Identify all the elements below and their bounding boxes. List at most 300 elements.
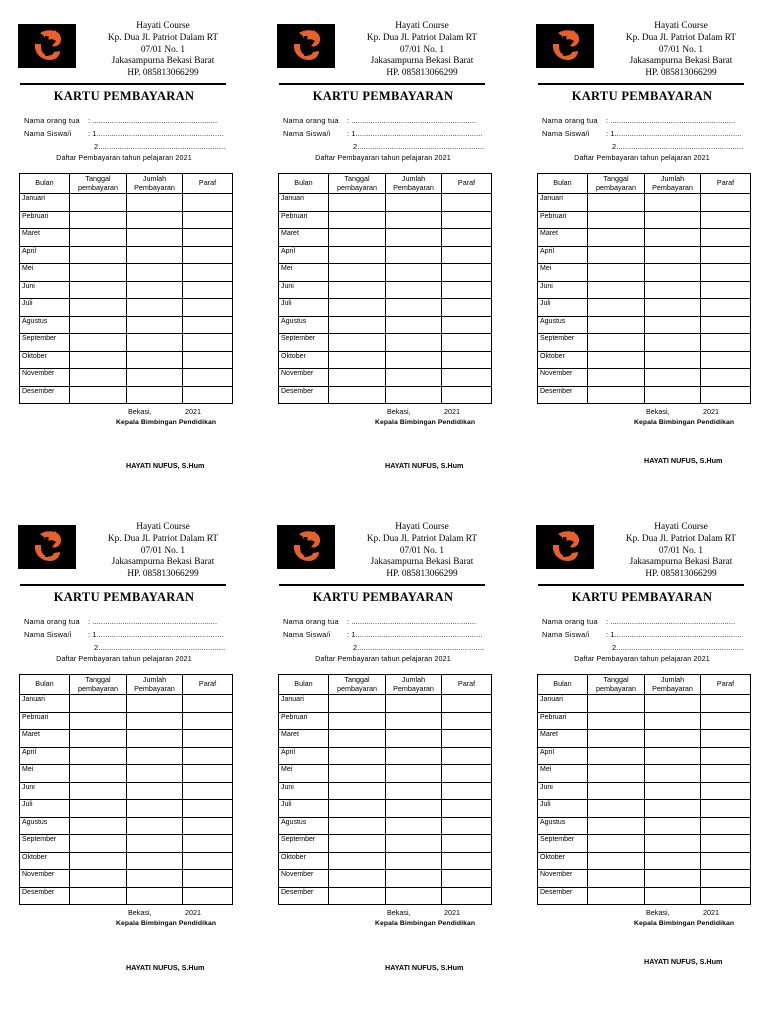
table-row <box>279 835 492 853</box>
payment-amount-cell <box>386 782 442 800</box>
parent-name-field: : .......................................................... <box>606 116 736 125</box>
signature-cell <box>442 334 492 352</box>
institution-name: Hayati Course <box>395 522 449 532</box>
signature-cell <box>701 351 751 369</box>
month-cell: Mei <box>20 264 70 282</box>
student-name-field-1: : 1........................................................... <box>88 129 224 138</box>
student-name-field-2: 2........................................................... <box>94 643 226 652</box>
student-name-field-2: 2........................................................... <box>612 643 744 652</box>
parent-name-label: Nama orang tua <box>542 617 598 626</box>
hayati-course-logo-icon <box>536 525 594 569</box>
month-cell: Pebruari <box>538 211 588 229</box>
institution-phone: HP. 085813066299 <box>386 569 458 580</box>
table-row <box>538 229 751 247</box>
payment-amount-cell <box>645 870 701 888</box>
parent-name-field: : .......................................................... <box>347 617 477 626</box>
column-header-jumlah: Jumlah Pembayaran <box>645 675 701 695</box>
payment-date-cell <box>588 246 645 264</box>
institution-address-line-3: Jakasampurna Bekasi Barat <box>629 557 733 568</box>
parent-name-field: : .......................................................... <box>88 116 218 125</box>
month-cell: Agustus <box>20 817 70 835</box>
hayati-course-logo-icon <box>536 24 594 68</box>
payment-date-cell <box>329 386 386 404</box>
signature-name: HAYATI NUFUS, S.Hum <box>385 963 464 972</box>
payment-date-cell <box>329 334 386 352</box>
table-row <box>538 369 751 387</box>
signature-cell <box>183 264 233 282</box>
signature-cell <box>183 730 233 748</box>
signature-cell <box>183 712 233 730</box>
table-row <box>20 782 233 800</box>
payment-date-cell <box>588 194 645 212</box>
month-cell: November <box>538 369 588 387</box>
institution-name: Hayati Course <box>654 21 708 31</box>
payment-table <box>19 674 233 905</box>
column-header-paraf: Paraf <box>701 174 751 194</box>
month-cell: Agustus <box>538 817 588 835</box>
signature-city: Bekasi, <box>646 908 670 917</box>
month-cell: Maret <box>20 229 70 247</box>
month-cell: Desember <box>538 887 588 905</box>
payment-date-cell <box>329 316 386 334</box>
table-row <box>20 747 233 765</box>
payment-date-cell <box>588 817 645 835</box>
table-row <box>20 887 233 905</box>
payment-table <box>278 173 492 404</box>
signature-cell <box>442 229 492 247</box>
table-row <box>279 264 492 282</box>
payment-amount-cell <box>127 765 183 783</box>
institution-phone: HP. 085813066299 <box>127 569 199 580</box>
payment-date-cell <box>588 870 645 888</box>
payment-amount-cell <box>127 281 183 299</box>
month-cell: April <box>20 747 70 765</box>
payment-amount-cell <box>386 229 442 247</box>
payment-date-cell <box>70 316 127 334</box>
payment-amount-cell <box>386 299 442 317</box>
payment-date-cell <box>70 817 127 835</box>
signature-cell <box>701 246 751 264</box>
payment-amount-cell <box>645 800 701 818</box>
column-header-paraf: Paraf <box>442 174 492 194</box>
header-divider <box>20 584 226 586</box>
payment-date-cell <box>588 369 645 387</box>
table-row <box>20 351 233 369</box>
table-row <box>538 887 751 905</box>
institution-address-line-3: Jakasampurna Bekasi Barat <box>629 56 733 67</box>
signature-cell <box>183 334 233 352</box>
identity-fields <box>24 114 244 153</box>
parent-name-label: Nama orang tua <box>542 116 598 125</box>
signature-year: 2021 <box>185 407 201 416</box>
table-row <box>279 852 492 870</box>
month-cell: Maret <box>538 229 588 247</box>
month-cell: Januari <box>538 695 588 713</box>
column-header-tanggal: Tanggal pembayaran <box>70 174 127 194</box>
payment-amount-cell <box>127 782 183 800</box>
signature-cell <box>701 281 751 299</box>
signature-city: Bekasi, <box>128 407 152 416</box>
month-cell: Januari <box>20 695 70 713</box>
payment-date-cell <box>329 246 386 264</box>
table-row <box>538 211 751 229</box>
signature-cell <box>701 782 751 800</box>
table-row <box>20 246 233 264</box>
institution-address-line-3: Jakasampurna Bekasi Barat <box>111 56 215 67</box>
payment-amount-cell <box>386 351 442 369</box>
payment-date-cell <box>588 835 645 853</box>
signature-cell <box>701 765 751 783</box>
table-row <box>20 264 233 282</box>
payment-card-2 <box>277 18 511 498</box>
column-header-bulan: Bulan <box>279 174 329 194</box>
table-row <box>538 817 751 835</box>
signature-cell <box>442 316 492 334</box>
signature-cell <box>701 194 751 212</box>
column-header-jumlah: Jumlah Pembayaran <box>386 675 442 695</box>
table-row <box>538 351 751 369</box>
payment-amount-cell <box>386 246 442 264</box>
card-title: KARTU PEMBAYARAN <box>53 89 195 103</box>
column-header-jumlah: Jumlah Pembayaran <box>386 174 442 194</box>
payment-amount-cell <box>127 887 183 905</box>
payment-date-cell <box>588 316 645 334</box>
institution-header <box>602 522 760 581</box>
payment-amount-cell <box>645 765 701 783</box>
month-cell: April <box>20 246 70 264</box>
signature-cell <box>183 695 233 713</box>
payment-date-cell <box>588 229 645 247</box>
payment-list-title: Daftar Pembayaran tahun pelajaran 2021 <box>56 153 192 162</box>
payment-date-cell <box>329 712 386 730</box>
student-name-field-1: : 1........................................................... <box>606 630 742 639</box>
payment-date-cell <box>588 852 645 870</box>
signature-role: Kepala Bimbingan Pendidikan <box>634 419 735 426</box>
payment-date-cell <box>588 747 645 765</box>
student-name-label: Nama Siswa/i <box>24 129 72 138</box>
payment-amount-cell <box>645 817 701 835</box>
table-row <box>279 782 492 800</box>
table-row <box>538 712 751 730</box>
month-cell: Juli <box>279 800 329 818</box>
month-cell: Pebruari <box>279 211 329 229</box>
table-row <box>20 316 233 334</box>
month-cell: September <box>279 835 329 853</box>
payment-amount-cell <box>386 264 442 282</box>
student-name-field-1: : 1........................................................... <box>347 630 483 639</box>
month-cell: Pebruari <box>20 712 70 730</box>
parent-name-field: : .......................................................... <box>347 116 477 125</box>
student-name-field-1: : 1........................................................... <box>606 129 742 138</box>
student-name-field-2: 2........................................................... <box>353 643 485 652</box>
payment-date-cell <box>588 211 645 229</box>
month-cell: November <box>20 369 70 387</box>
payment-date-cell <box>70 369 127 387</box>
table-row <box>20 369 233 387</box>
month-cell: Juni <box>20 281 70 299</box>
signature-cell <box>183 211 233 229</box>
signature-cell <box>701 800 751 818</box>
table-row <box>20 386 233 404</box>
signature-city: Bekasi, <box>387 908 411 917</box>
payment-amount-cell <box>645 747 701 765</box>
payment-date-cell <box>70 299 127 317</box>
signature-cell <box>183 229 233 247</box>
signature-cell <box>442 817 492 835</box>
signature-cell <box>183 835 233 853</box>
table-row <box>279 386 492 404</box>
signature-city: Bekasi, <box>128 908 152 917</box>
institution-address-line-2: 07/01 No. 1 <box>658 545 704 556</box>
column-header-tanggal: Tanggal pembayaran <box>329 174 386 194</box>
month-cell: Mei <box>538 765 588 783</box>
institution-address-line-2: 07/01 No. 1 <box>140 44 186 55</box>
month-cell: Juli <box>538 299 588 317</box>
table-row <box>538 386 751 404</box>
table-row <box>538 765 751 783</box>
signature-year: 2021 <box>444 407 460 416</box>
student-name-field-2: 2........................................................... <box>94 142 226 151</box>
month-cell: Desember <box>279 887 329 905</box>
institution-address-line-3: Jakasampurna Bekasi Barat <box>370 557 474 568</box>
signature-cell <box>183 369 233 387</box>
table-row <box>20 817 233 835</box>
card-title: KARTU PEMBAYARAN <box>312 89 454 103</box>
payment-card-5 <box>277 519 511 999</box>
hayati-course-logo-icon <box>18 525 76 569</box>
month-cell: Maret <box>20 730 70 748</box>
payment-list-title: Daftar Pembayaran tahun pelajaran 2021 <box>574 654 710 663</box>
signature-cell <box>442 211 492 229</box>
signature-cell <box>701 730 751 748</box>
payment-amount-cell <box>127 712 183 730</box>
column-header-paraf: Paraf <box>701 675 751 695</box>
table-row <box>20 835 233 853</box>
institution-address-line-2: 07/01 No. 1 <box>399 545 445 556</box>
payment-amount-cell <box>127 835 183 853</box>
table-header-row <box>538 675 751 695</box>
signature-cell <box>183 817 233 835</box>
payment-date-cell <box>329 211 386 229</box>
parent-name-label: Nama orang tua <box>24 116 80 125</box>
signature-name: HAYATI NUFUS, S.Hum <box>126 963 205 972</box>
month-cell: Januari <box>279 695 329 713</box>
table-header-row <box>279 675 492 695</box>
table-header-row <box>20 675 233 695</box>
institution-address-line-1: Kp. Dua Jl. Patriot Dalam RT <box>625 32 737 43</box>
payment-date-cell <box>70 835 127 853</box>
column-header-tanggal: Tanggal pembayaran <box>588 675 645 695</box>
payment-amount-cell <box>645 369 701 387</box>
payment-date-cell <box>329 782 386 800</box>
month-cell: September <box>20 835 70 853</box>
signature-role: Kepala Bimbingan Pendidikan <box>116 419 217 426</box>
month-cell: Pebruari <box>279 712 329 730</box>
parent-name-field: : .......................................................... <box>606 617 736 626</box>
institution-address-line-1: Kp. Dua Jl. Patriot Dalam RT <box>625 533 737 544</box>
table-row <box>279 747 492 765</box>
institution-name: Hayati Course <box>654 522 708 532</box>
signature-cell <box>442 782 492 800</box>
payment-amount-cell <box>127 800 183 818</box>
payment-amount-cell <box>645 229 701 247</box>
column-header-jumlah: Jumlah Pembayaran <box>645 174 701 194</box>
table-row <box>20 299 233 317</box>
signature-cell <box>701 712 751 730</box>
payment-amount-cell <box>645 351 701 369</box>
payment-amount-cell <box>386 211 442 229</box>
payment-amount-cell <box>127 852 183 870</box>
signature-cell <box>701 369 751 387</box>
payment-amount-cell <box>127 817 183 835</box>
month-cell: Juni <box>279 782 329 800</box>
payment-date-cell <box>70 712 127 730</box>
card-title: KARTU PEMBAYARAN <box>53 590 195 604</box>
column-header-paraf: Paraf <box>183 675 233 695</box>
column-header-bulan: Bulan <box>20 675 70 695</box>
card-title: KARTU PEMBAYARAN <box>312 590 454 604</box>
institution-address-line-3: Jakasampurna Bekasi Barat <box>370 56 474 67</box>
payment-date-cell <box>588 695 645 713</box>
payment-table <box>19 173 233 404</box>
month-cell: Oktober <box>20 351 70 369</box>
student-name-label: Nama Siswa/i <box>542 129 590 138</box>
payment-card-4 <box>18 519 252 999</box>
signature-name: HAYATI NUFUS, S.Hum <box>644 456 723 465</box>
table-row <box>538 334 751 352</box>
month-cell: Oktober <box>279 852 329 870</box>
institution-header <box>343 522 501 581</box>
month-cell: Agustus <box>538 316 588 334</box>
header-divider <box>279 83 485 85</box>
identity-fields <box>542 615 762 654</box>
payment-table <box>278 674 492 905</box>
month-cell: April <box>279 747 329 765</box>
signature-cell <box>183 765 233 783</box>
payment-amount-cell <box>645 194 701 212</box>
payment-date-cell <box>588 782 645 800</box>
payment-date-cell <box>329 299 386 317</box>
institution-phone: HP. 085813066299 <box>386 68 458 79</box>
payment-date-cell <box>329 747 386 765</box>
table-row <box>538 695 751 713</box>
signature-year: 2021 <box>703 407 719 416</box>
parent-name-label: Nama orang tua <box>283 617 339 626</box>
signature-cell <box>442 695 492 713</box>
table-row <box>538 852 751 870</box>
table-row <box>538 870 751 888</box>
payment-date-cell <box>70 887 127 905</box>
month-cell: Mei <box>538 264 588 282</box>
payment-amount-cell <box>645 887 701 905</box>
payment-amount-cell <box>645 835 701 853</box>
signature-cell <box>442 747 492 765</box>
payment-list-title: Daftar Pembayaran tahun pelajaran 2021 <box>315 654 451 663</box>
header-divider <box>20 83 226 85</box>
signature-cell <box>442 386 492 404</box>
payment-amount-cell <box>386 800 442 818</box>
signature-role: Kepala Bimbingan Pendidikan <box>375 419 476 426</box>
institution-name: Hayati Course <box>136 522 190 532</box>
month-cell: Pebruari <box>20 211 70 229</box>
payment-date-cell <box>329 194 386 212</box>
payment-amount-cell <box>645 246 701 264</box>
payment-amount-cell <box>386 835 442 853</box>
month-cell: Agustus <box>20 316 70 334</box>
payment-date-cell <box>329 852 386 870</box>
payment-amount-cell <box>127 299 183 317</box>
payment-date-cell <box>588 730 645 748</box>
month-cell: September <box>538 835 588 853</box>
payment-amount-cell <box>127 747 183 765</box>
institution-phone: HP. 085813066299 <box>127 68 199 79</box>
student-name-label: Nama Siswa/i <box>283 630 331 639</box>
student-name-label: Nama Siswa/i <box>283 129 331 138</box>
institution-address-line-3: Jakasampurna Bekasi Barat <box>111 557 215 568</box>
payment-date-cell <box>329 229 386 247</box>
payment-date-cell <box>70 211 127 229</box>
table-row <box>279 334 492 352</box>
table-row <box>279 369 492 387</box>
header-divider <box>279 584 485 586</box>
signature-cell <box>183 782 233 800</box>
institution-address-line-2: 07/01 No. 1 <box>140 545 186 556</box>
table-row <box>20 870 233 888</box>
month-cell: Juli <box>20 299 70 317</box>
student-name-label: Nama Siswa/i <box>542 630 590 639</box>
payment-date-cell <box>70 264 127 282</box>
signature-cell <box>442 852 492 870</box>
institution-name: Hayati Course <box>136 21 190 31</box>
table-row <box>538 281 751 299</box>
institution-header <box>343 21 501 80</box>
signature-cell <box>183 281 233 299</box>
payment-amount-cell <box>386 870 442 888</box>
signature-cell <box>183 386 233 404</box>
payment-date-cell <box>588 299 645 317</box>
table-row <box>279 817 492 835</box>
column-header-bulan: Bulan <box>538 174 588 194</box>
column-header-tanggal: Tanggal pembayaran <box>329 675 386 695</box>
signature-cell <box>701 334 751 352</box>
institution-address-line-1: Kp. Dua Jl. Patriot Dalam RT <box>107 32 219 43</box>
month-cell: Maret <box>538 730 588 748</box>
column-header-paraf: Paraf <box>183 174 233 194</box>
payment-amount-cell <box>386 765 442 783</box>
student-name-field-2: 2........................................................... <box>353 142 485 151</box>
table-row <box>279 730 492 748</box>
table-row <box>538 782 751 800</box>
payment-date-cell <box>329 835 386 853</box>
month-cell: Januari <box>20 194 70 212</box>
header-divider <box>538 584 744 586</box>
signature-cell <box>701 229 751 247</box>
payment-amount-cell <box>127 730 183 748</box>
payment-amount-cell <box>386 747 442 765</box>
month-cell: November <box>279 369 329 387</box>
payment-amount-cell <box>127 211 183 229</box>
signature-cell <box>442 870 492 888</box>
table-row <box>538 800 751 818</box>
hayati-course-logo-icon <box>277 24 335 68</box>
payment-amount-cell <box>386 712 442 730</box>
column-header-bulan: Bulan <box>279 675 329 695</box>
signature-cell <box>701 299 751 317</box>
month-cell: Maret <box>279 730 329 748</box>
table-row <box>20 800 233 818</box>
institution-address-line-1: Kp. Dua Jl. Patriot Dalam RT <box>366 32 478 43</box>
payment-date-cell <box>329 800 386 818</box>
